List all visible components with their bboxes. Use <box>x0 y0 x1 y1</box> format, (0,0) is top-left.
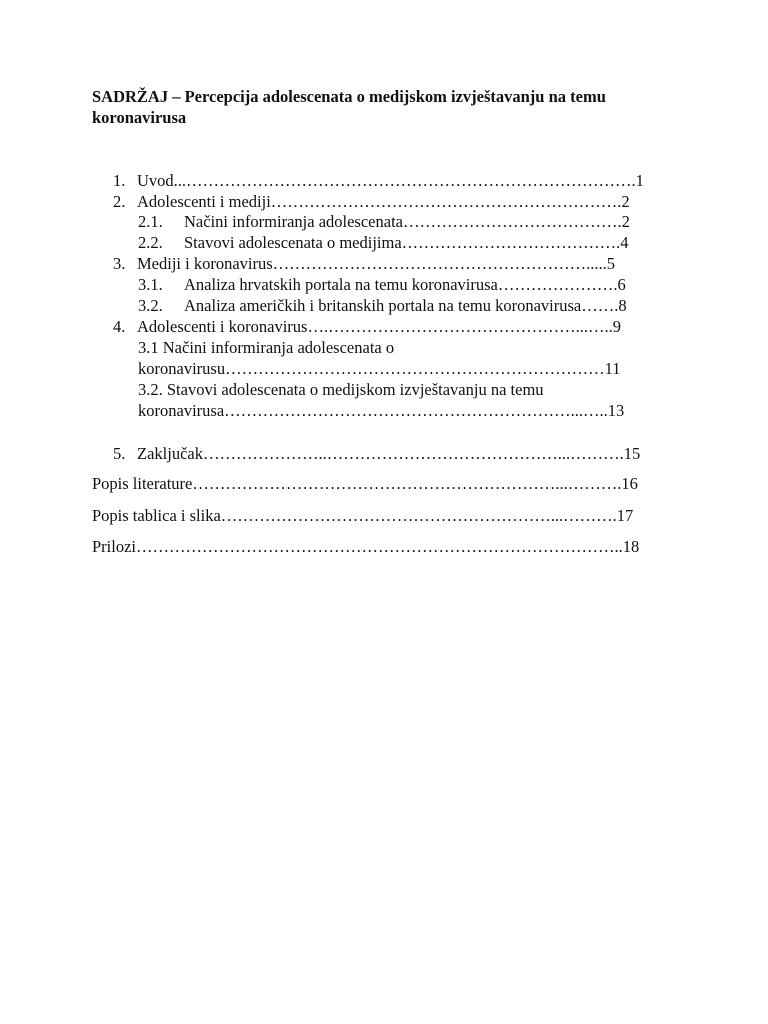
toc-number: 2.2. <box>138 233 163 252</box>
toc-text: Adolescenti i koronavirus….………………………………………...…..9 <box>137 317 621 336</box>
toc-entry-hrvatski-portali <box>138 275 673 295</box>
toc-entry-nacini-informiranja-koronavirus <box>138 338 673 358</box>
toc-text: Mediji i koronavirus………………………………………………….....5 <box>137 254 616 273</box>
toc-entry-zakljucak <box>113 444 673 464</box>
page-title: SADRŽAJ – Percepcija adolescenata o medijskom izvještavanju na temu koronavirusa <box>92 87 606 127</box>
toc-number: 2.1. <box>138 212 163 231</box>
toc-entry-popis-tablica <box>92 506 673 526</box>
toc-text: Popis tablica i slika……………………………………………………...……….17 <box>92 506 634 525</box>
toc-entry-adolescenti-i-koronavirus <box>113 317 673 337</box>
toc-entry-popis-literature <box>92 474 673 494</box>
toc-text: koronavirusu……………………………………………………………11 <box>138 359 621 378</box>
toc-text: koronavirusa………………………………………………………...…..13 <box>138 401 625 420</box>
toc-text: 3.1 Načini informiranja adolescenata o <box>138 338 395 357</box>
toc-text: 3.2. Stavovi adolescenata o medijskom izvještavanju na temu <box>138 380 544 399</box>
toc-entry-nacini-informiranja-koronavirus-cont <box>138 359 673 379</box>
toc-entry-stavovi-izvjestavanje <box>138 380 673 400</box>
toc-number: 3.1. <box>138 275 163 294</box>
toc-number: 3.2. <box>138 296 163 315</box>
toc-entry-stavovi-izvjestavanje-cont <box>138 401 673 421</box>
toc-text: Popis literature…………………………………………………………...……….16 <box>92 474 638 493</box>
toc-entry-adolescenti-i-mediji <box>113 192 673 212</box>
toc-text: Adolescenti i mediji……………………………………………………….2 <box>137 192 630 211</box>
toc-entry-mediji-i-koronavirus <box>113 254 673 274</box>
toc-text: Stavovi adolescenata o medijima………………………………….4 <box>184 233 629 252</box>
toc-text: Prilozi……………………………………………………………………………..18 <box>92 537 640 556</box>
toc-number: 4. <box>113 317 126 336</box>
toc-entry-americki-portali <box>138 296 673 316</box>
toc-entry-nacini-informiranja <box>138 212 673 232</box>
toc-number: 2. <box>113 192 126 211</box>
toc-entry-prilozi <box>92 537 673 557</box>
toc-number: 3. <box>113 254 126 273</box>
toc-number: 1. <box>113 171 126 190</box>
toc-number: 5. <box>113 444 126 463</box>
toc-text: Analiza američkih i britanskih portala na temu koronavirusa…….8 <box>184 296 627 315</box>
toc-entry-stavovi-adolescenata <box>138 233 673 253</box>
toc-entry-uvod <box>113 171 673 191</box>
toc-text: Zaključak…………………..……………………………………...……….15 <box>137 444 641 463</box>
toc-text: Analiza hrvatskih portala na temu koronavirusa………………….6 <box>184 275 626 294</box>
toc-text: Načini informiranja adolescenata………………………………….2 <box>184 212 630 231</box>
toc-text: Uvod...……………………………………………………………………….1 <box>137 171 644 190</box>
